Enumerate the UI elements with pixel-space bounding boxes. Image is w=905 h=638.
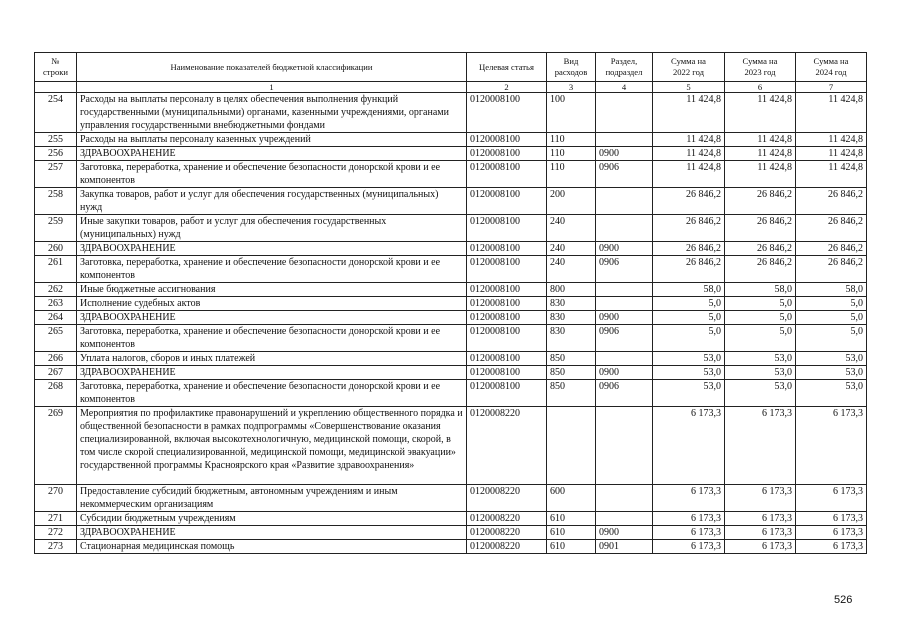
row-sum-2024: 53,0 [796,380,867,407]
row-sum-2022: 11 424,8 [653,93,725,133]
column-number-row [35,82,867,93]
row-sum-2024: 6 173,3 [796,526,867,540]
row-section [596,297,653,311]
row-target-article: 0120008100 [467,215,547,242]
row-target-article: 0120008220 [467,526,547,540]
page-number: 526 [834,594,853,606]
row-section: 0900 [596,311,653,325]
row-sum-2024: 11 424,8 [796,161,867,188]
row-sum-2023: 26 846,2 [725,215,796,242]
header-sum-2023: Сумма на 2023 год [725,53,796,82]
row-sum-2024: 6 173,3 [796,540,867,554]
table-row [35,256,867,283]
row-name: ЗДРАВООХРАНЕНИЕ [77,242,467,256]
row-expense-type: 830 [547,325,596,352]
row-target-article: 0120008100 [467,380,547,407]
table-row [35,161,867,188]
row-section: 0906 [596,380,653,407]
row-sum-2022: 6 173,3 [653,526,725,540]
table-row [35,380,867,407]
row-sum-2024: 6 173,3 [796,407,867,485]
row-expense-type: 100 [547,93,596,133]
row-sum-2022: 11 424,8 [653,161,725,188]
table-row [35,325,867,352]
row-target-article: 0120008100 [467,93,547,133]
row-sum-2023: 11 424,8 [725,147,796,161]
row-name: Заготовка, переработка, хранение и обеспечение безопасности донорской крови и ее компонентов [77,325,467,352]
row-sum-2022: 53,0 [653,380,725,407]
row-sum-2024: 26 846,2 [796,188,867,215]
row-sum-2024: 5,0 [796,297,867,311]
row-sum-2023: 53,0 [725,380,796,407]
row-target-article: 0120008220 [467,540,547,554]
column-number: 6 [725,82,796,93]
row-sum-2022: 6 173,3 [653,540,725,554]
row-number: 263 [35,297,77,311]
row-sum-2023: 6 173,3 [725,485,796,512]
row-name: ЗДРАВООХРАНЕНИЕ [77,526,467,540]
row-number: 273 [35,540,77,554]
row-section [596,485,653,512]
table-row [35,283,867,297]
row-expense-type: 610 [547,512,596,526]
row-sum-2024: 58,0 [796,283,867,297]
row-sum-2023: 6 173,3 [725,512,796,526]
row-name: Закупка товаров, работ и услуг для обеспечения государственных (муниципальных) нужд [77,188,467,215]
row-target-article: 0120008220 [467,512,547,526]
row-name: Предоставление субсидий бюджетным, автономным учреждениям и иным некоммерческим организациям [77,485,467,512]
row-sum-2024: 5,0 [796,311,867,325]
row-name: ЗДРАВООХРАНЕНИЕ [77,147,467,161]
row-sum-2022: 6 173,3 [653,512,725,526]
header-row [35,53,867,82]
row-number: 266 [35,352,77,366]
table-row [35,512,867,526]
row-number: 261 [35,256,77,283]
table-row [35,407,867,485]
row-name: Расходы на выплаты персоналу казенных учреждений [77,133,467,147]
row-sum-2022: 6 173,3 [653,485,725,512]
row-section: 0906 [596,161,653,188]
row-target-article: 0120008100 [467,133,547,147]
row-name: ЗДРАВООХРАНЕНИЕ [77,311,467,325]
row-target-article: 0120008100 [467,188,547,215]
row-expense-type: 240 [547,256,596,283]
row-expense-type: 610 [547,526,596,540]
row-sum-2022: 11 424,8 [653,133,725,147]
row-expense-type: 850 [547,352,596,366]
row-section: 0900 [596,526,653,540]
row-name: Заготовка, переработка, хранение и обеспечение безопасности донорской крови и ее компонентов [77,380,467,407]
row-section: 0900 [596,366,653,380]
row-sum-2022: 53,0 [653,352,725,366]
row-target-article: 0120008100 [467,311,547,325]
row-target-article: 0120008100 [467,161,547,188]
row-name: Расходы на выплаты персоналу в целях обеспечения выполнения функций государственными (муниципальными) органами, казенными учреждениями, органами управления государственными внебюджетными фондами [77,93,467,133]
row-name: Заготовка, переработка, хранение и обеспечение безопасности донорской крови и ее компонентов [77,256,467,283]
header-sum-2024: Сумма на 2024 год [796,53,867,82]
table-row [35,297,867,311]
row-target-article: 0120008100 [467,352,547,366]
budget-table [34,52,867,554]
row-sum-2023: 11 424,8 [725,133,796,147]
row-name: Стационарная медицинская помощь [77,540,467,554]
table-row [35,215,867,242]
row-name: Мероприятия по профилактике правонарушений и укреплению общественного порядка и общественной безопасности в рамках подпрограммы «Совершенствование оказания специализированной, включая высокотехнологичную, медицинской помощи, скорой, в том числе скорой специализированной, медицинской помощи, медицинской эвакуации» государственной программы Красноярского края «Развитие здравоохранения» [77,407,467,485]
row-name: Иные бюджетные ассигнования [77,283,467,297]
row-sum-2022: 6 173,3 [653,407,725,485]
row-name: Субсидии бюджетным учреждениям [77,512,467,526]
row-section [596,512,653,526]
row-sum-2024: 5,0 [796,325,867,352]
row-expense-type: 830 [547,311,596,325]
row-sum-2022: 58,0 [653,283,725,297]
table-row [35,540,867,554]
row-number: 262 [35,283,77,297]
table-row [35,93,867,133]
row-section: 0906 [596,325,653,352]
row-number: 267 [35,366,77,380]
row-sum-2022: 26 846,2 [653,242,725,256]
row-sum-2023: 11 424,8 [725,161,796,188]
table-row [35,133,867,147]
row-sum-2024: 11 424,8 [796,93,867,133]
row-section: 0906 [596,256,653,283]
row-number: 271 [35,512,77,526]
row-section: 0900 [596,147,653,161]
column-number: 1 [77,82,467,93]
row-sum-2022: 11 424,8 [653,147,725,161]
row-section: 0900 [596,242,653,256]
row-name: Уплата налогов, сборов и иных платежей [77,352,467,366]
row-number: 272 [35,526,77,540]
row-expense-type: 600 [547,485,596,512]
row-target-article: 0120008220 [467,407,547,485]
row-sum-2023: 26 846,2 [725,242,796,256]
row-expense-type: 610 [547,540,596,554]
row-sum-2022: 26 846,2 [653,215,725,242]
row-number: 268 [35,380,77,407]
row-expense-type: 830 [547,297,596,311]
row-expense-type: 110 [547,147,596,161]
header-type: Вид расходов [547,53,596,82]
header-sum-2022: Сумма на 2022 год [653,53,725,82]
row-sum-2023: 5,0 [725,325,796,352]
row-name: Иные закупки товаров, работ и услуг для обеспечения государственных (муниципальных) нужд [77,215,467,242]
row-sum-2024: 11 424,8 [796,133,867,147]
row-target-article: 0120008100 [467,256,547,283]
header-target: Целевая статья [467,53,547,82]
row-name: Заготовка, переработка, хранение и обеспечение безопасности донорской крови и ее компонентов [77,161,467,188]
row-sum-2024: 6 173,3 [796,512,867,526]
column-number [35,82,77,93]
table-row [35,485,867,512]
row-sum-2023: 58,0 [725,283,796,297]
row-target-article: 0120008100 [467,297,547,311]
table-row [35,366,867,380]
row-expense-type: 800 [547,283,596,297]
row-section [596,283,653,297]
row-number: 260 [35,242,77,256]
table-row [35,188,867,215]
column-number: 3 [547,82,596,93]
row-target-article: 0120008220 [467,485,547,512]
row-sum-2023: 5,0 [725,297,796,311]
row-sum-2024: 53,0 [796,366,867,380]
row-name: ЗДРАВООХРАНЕНИЕ [77,366,467,380]
row-sum-2023: 6 173,3 [725,540,796,554]
row-expense-type: 240 [547,215,596,242]
row-expense-type: 850 [547,380,596,407]
row-sum-2023: 53,0 [725,366,796,380]
row-sum-2022: 5,0 [653,297,725,311]
header-row-no: № строки [35,53,77,82]
header-section: Раздел, подраздел [596,53,653,82]
row-expense-type: 110 [547,161,596,188]
row-expense-type: 200 [547,188,596,215]
row-number: 264 [35,311,77,325]
row-expense-type: 850 [547,366,596,380]
row-number: 265 [35,325,77,352]
row-sum-2023: 11 424,8 [725,93,796,133]
row-sum-2023: 26 846,2 [725,256,796,283]
row-target-article: 0120008100 [467,242,547,256]
row-sum-2024: 26 846,2 [796,256,867,283]
row-section [596,407,653,485]
row-number: 257 [35,161,77,188]
header-name: Наименование показателей бюджетной классификации [77,53,467,82]
row-section [596,215,653,242]
row-sum-2023: 6 173,3 [725,526,796,540]
row-sum-2024: 6 173,3 [796,485,867,512]
row-sum-2022: 5,0 [653,325,725,352]
table-row [35,311,867,325]
row-target-article: 0120008100 [467,325,547,352]
row-sum-2024: 11 424,8 [796,147,867,161]
row-expense-type: 110 [547,133,596,147]
row-number: 255 [35,133,77,147]
row-name: Исполнение судебных актов [77,297,467,311]
row-sum-2024: 26 846,2 [796,242,867,256]
row-target-article: 0120008100 [467,147,547,161]
row-sum-2024: 26 846,2 [796,215,867,242]
table-row [35,242,867,256]
row-sum-2023: 53,0 [725,352,796,366]
row-target-article: 0120008100 [467,283,547,297]
table-row [35,147,867,161]
row-sum-2022: 26 846,2 [653,188,725,215]
table-body [35,93,867,554]
column-number: 5 [653,82,725,93]
row-number: 256 [35,147,77,161]
column-number: 7 [796,82,867,93]
row-target-article: 0120008100 [467,366,547,380]
row-section [596,133,653,147]
row-number: 254 [35,93,77,133]
row-number: 270 [35,485,77,512]
row-expense-type [547,407,596,485]
row-sum-2024: 53,0 [796,352,867,366]
column-number: 4 [596,82,653,93]
row-expense-type: 240 [547,242,596,256]
row-sum-2022: 53,0 [653,366,725,380]
row-section [596,352,653,366]
table-row [35,526,867,540]
row-section [596,188,653,215]
row-number: 258 [35,188,77,215]
table-row [35,352,867,366]
table-header [35,53,867,93]
row-section [596,93,653,133]
row-section: 0901 [596,540,653,554]
row-sum-2023: 26 846,2 [725,188,796,215]
row-number: 259 [35,215,77,242]
row-sum-2023: 6 173,3 [725,407,796,485]
row-sum-2022: 5,0 [653,311,725,325]
column-number: 2 [467,82,547,93]
row-sum-2022: 26 846,2 [653,256,725,283]
row-sum-2023: 5,0 [725,311,796,325]
row-number: 269 [35,407,77,485]
